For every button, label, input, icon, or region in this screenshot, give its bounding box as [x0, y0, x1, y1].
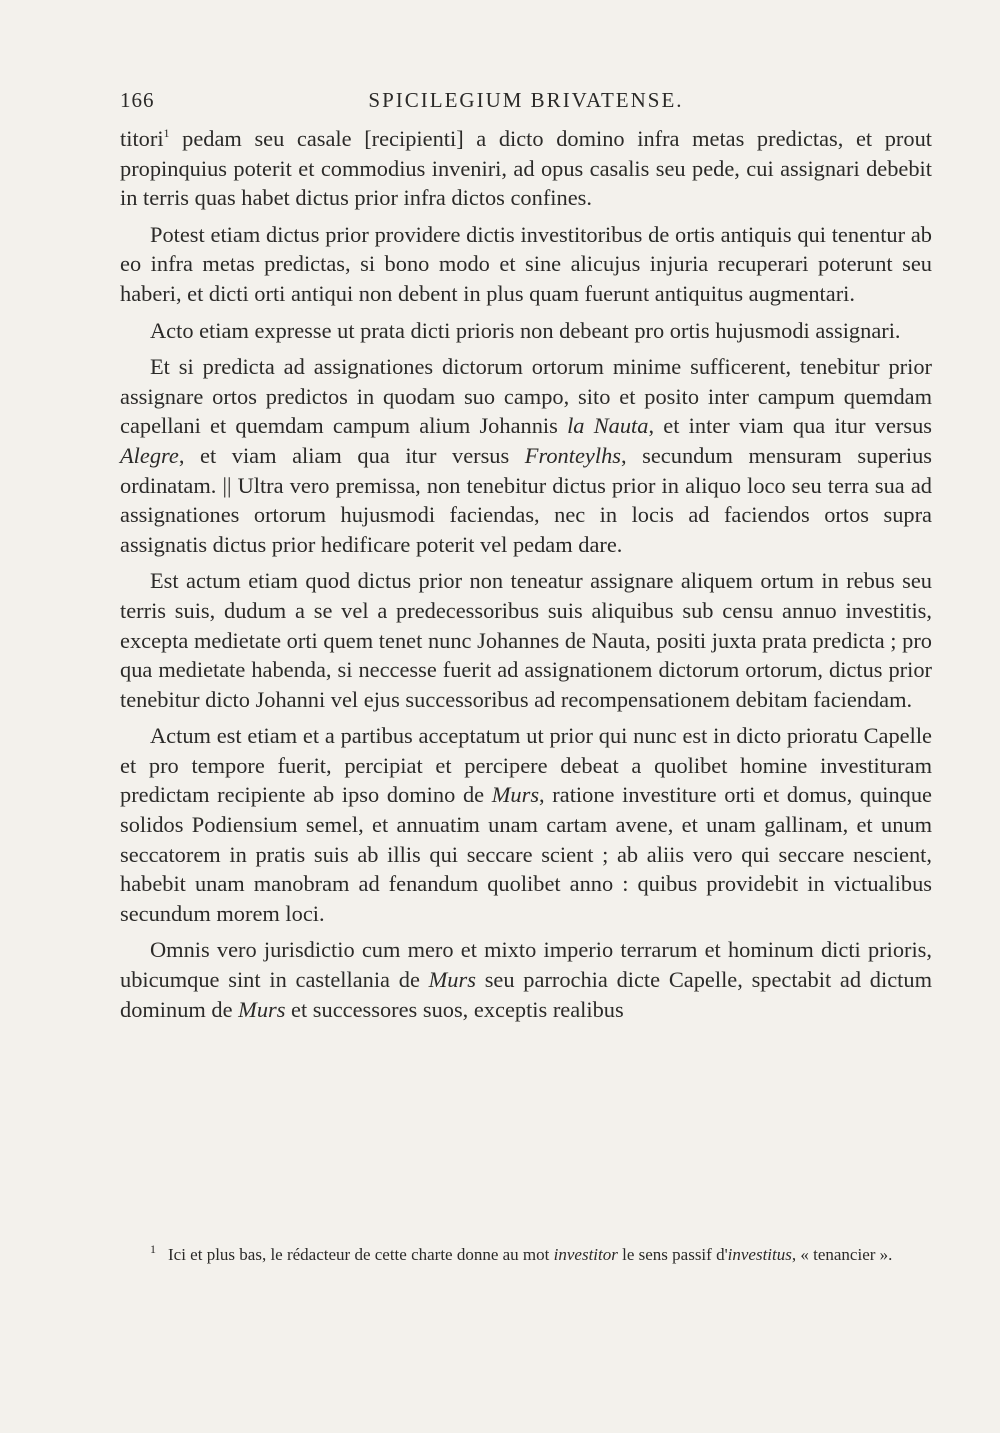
text-run: Acto etiam expresse ut prata dicti prioris non debeant pro ortis hujusmodi assignari. — [150, 317, 901, 343]
running-head: SPICILEGIUM BRIVATENSE. — [368, 88, 684, 112]
text-run: , et viam aliam qua itur versus — [178, 442, 525, 468]
paragraph — [120, 935, 932, 1024]
italic-text: la Nauta — [567, 413, 649, 439]
body-text — [120, 124, 932, 1024]
paragraph — [120, 316, 932, 346]
paragraph — [120, 352, 932, 559]
text-run: Potest etiam dictus prior providere dictis investitoribus de ortis antiquis qui tenentur ab eo infra metas predictas, si bono modo et sine alicujus injuria recuperari poterunt seu haberi, et dicti orti antiqui non debent in plus quam fuerunt antiquitus augmentari. — [120, 221, 932, 306]
text-run: pedam seu casale [recipienti] a dicto domino infra metas predictas, et prout propinquius poterit et commodius inveniri, ad opus casalis seu pede, cui assignari debebit in terris quas habet dictus prior infra dictos confines. — [120, 126, 932, 211]
footnote — [120, 1238, 930, 1266]
text-run: Est actum etiam quod dictus prior non teneatur assignare aliquem ortum in rebus seu terris suis, dudum a se vel a predecessoribus suis aliquibus sub censu annuo investitis, excepta medietate orti quem tenet nunc Johannes de Nauta, positi juxta prata predicta ; pro qua medietate habenda, si neccesse fuerit ad assignationem dictorum ortorum, dictus prior tenebitur dicto Johanni vel ejus successoribus ad recompensationem debitam faciendam. — [120, 568, 932, 712]
page-header — [120, 88, 932, 118]
text-run: , secundum mensuram superius ordinatam. || Ultra vero premissa, non tenebitur dictus prior in aliquo loco seu terra sua ad assignationes ortorum hujusmodi faciendas, nec in locis ad faciendos ortos supra assignatis dictus prior hedificare poterit vel pedam dare. — [120, 442, 932, 557]
page-number: 166 — [120, 88, 155, 112]
text-run: titori — [120, 126, 164, 151]
text-run: et successores suos, exceptis realibus — [285, 996, 624, 1022]
footnote-reference: 1 — [163, 126, 170, 140]
paragraph — [120, 721, 932, 928]
italic-text: investitor — [553, 1245, 618, 1264]
text-run: Ici et plus bas, le rédacteur de cette charte donne au mot — [168, 1245, 554, 1264]
text-run: Et si predicta ad assignationes dictorum ortorum minime sufficerent, tenebitur prior assignare ortos predictos in quodam suo campo, sito et posito inter campum quemdam capellani et quemdam campum alium Johannis — [120, 354, 932, 439]
paragraph — [120, 124, 932, 213]
italic-text: Murs — [491, 782, 540, 808]
text-run: Actum est etiam et a partibus acceptatum ut prior qui nunc est in dicto prioratu Capelle et pro tempore fuerit, percipiat et percipere debeat a quolibet homine investituram predictam recipiente ab ipso domino de — [120, 723, 932, 808]
italic-text: investitus — [727, 1245, 792, 1264]
text-run: , ratione investiture orti et domus, quinque solidos Podiensium semel, et annuatim unam cartam avene, et unam gallinam, et unum seccatorem in pratis suis ab illis qui seccare scient ; ab aliis vero qui seccare nescient, habebit unam manobram ad fenandum quolibet anno : quibus providebit in victualibus secundum morem loci. — [120, 782, 932, 926]
italic-text: Murs — [428, 967, 476, 993]
text-run: , « tenancier ». — [791, 1245, 893, 1264]
footnotes — [120, 1238, 930, 1266]
italic-text: Fronteylhs — [524, 442, 621, 468]
italic-text: Murs — [238, 996, 286, 1022]
footnote-marker: 1 — [150, 1242, 156, 1256]
paragraph — [120, 566, 932, 714]
paragraph — [120, 220, 932, 309]
text-run: , et inter viam qua itur versus — [648, 413, 932, 439]
text-run: seu parrochia dicte Capelle, spectabit ad dictum dominum de — [120, 967, 932, 1022]
text-run: le sens passif d' — [617, 1245, 728, 1264]
text-run: Omnis vero jurisdictio cum mero et mixto imperio terrarum et hominum dicti prioris, ubicumque sint in castellania de — [120, 937, 932, 993]
italic-text: Alegre — [120, 442, 179, 468]
